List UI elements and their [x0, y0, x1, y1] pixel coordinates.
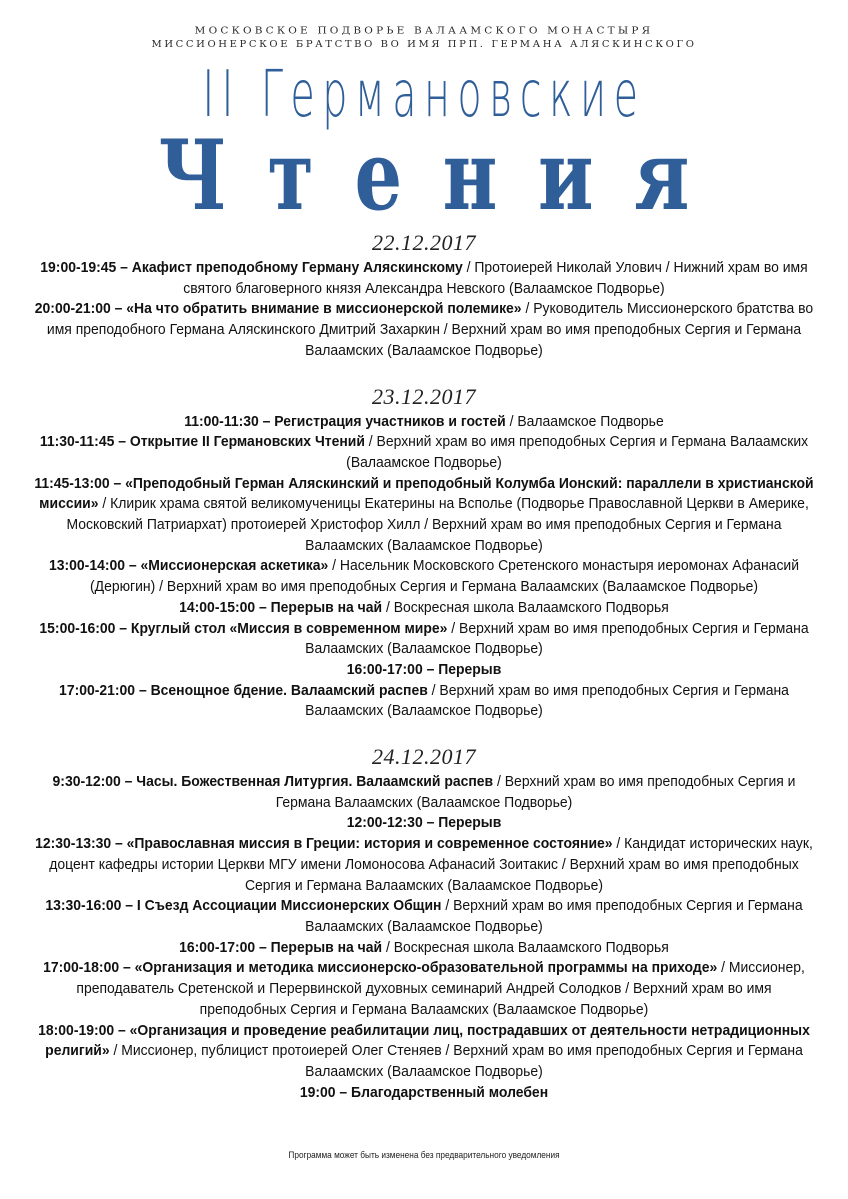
event-title: Круглый стол «Миссия в современном мире»: [130, 619, 448, 637]
event-details: / Верхний храм во имя преподобных Сергия и Германа Валаамских (Валаамское Подворье): [305, 681, 789, 720]
schedule-event: [33, 598, 814, 619]
day-date: 23.12.2017: [372, 383, 476, 409]
event-details: / Миссионер, публицист протоиерей Олег Стеняев / Верхний храм во имя преподобных Сергия и Германа Валаамских (Валаамское Подворье): [109, 1042, 803, 1080]
event-title: Акафист преподобному Герману Аляскинскому: [131, 259, 463, 276]
event-details: / Верхний храм во имя преподобных Сергия и Германа Валаамских (Валаамское Подворье): [305, 619, 809, 658]
schedule-event: [33, 1083, 814, 1104]
event-time: 13:30-16:00 –: [45, 897, 137, 915]
schedule-event: [33, 772, 814, 813]
event-time: 18:00-19:00 –: [38, 1021, 130, 1039]
event-time: 17:00-18:00 –: [43, 959, 135, 977]
event-title: Всенощное бдение. Валаамский распев: [150, 681, 428, 699]
event-time: 12:30-13:30 –: [35, 835, 127, 853]
event-details: / Воскресная школа Валаамского Подворья: [382, 938, 669, 956]
event-title-line-1: II Германовские: [202, 58, 646, 132]
schedule-event: [33, 556, 814, 597]
organizer-line-1: МОСКОВСКОЕ ПОДВОРЬЕ ВАЛААМСКОГО МОНАСТЫРЯ: [194, 25, 654, 37]
event-title: «Преподобный Герман Аляскинский и преподобный Колумба Ионский: параллели в христианской миссии»: [39, 474, 814, 513]
event-time: 12:00-12:30 –: [346, 814, 439, 832]
day-date: 22.12.2017: [372, 230, 476, 255]
disclaimer-note: Программа может быть изменена без предварительного уведомления: [288, 1150, 560, 1160]
event-title: Регистрация участников и гостей: [274, 412, 506, 430]
event-title: «Организация и методика миссионерско-образовательной программы на приходе»: [134, 959, 718, 977]
event-time: 17:00-21:00 –: [59, 681, 151, 699]
event-title: Перерыв на чай: [270, 598, 383, 616]
event-title: Открытие II Германовских Чтений: [129, 433, 365, 451]
event-time: 11:30-11:45 –: [39, 433, 130, 451]
schedule-event: [33, 681, 814, 722]
schedule-event: [33, 834, 814, 896]
event-details: / Руководитель Миссионерского братства во имя преподобного Германа Аляскинского Дмитрий Захаркин / Верхний храм во имя преподобных Сергия и Германа Валаамских (Валаамское Подворье): [46, 300, 814, 359]
event-details: / Миссионер, преподаватель Сретенской и Перервинской духовных семинарий Андрей Солодков / Верхний храм во имя преподобных Сергия и Германа Валаамских (Валаамское Подворье): [76, 959, 805, 1018]
event-time: 11:45-13:00 –: [34, 474, 126, 492]
event-time: 9:30-12:00 –: [52, 773, 137, 791]
event-title-line-2: Чтения: [158, 119, 730, 232]
event-details: / Кандидат исторических наук, доцент кафедры истории Церкви МГУ имени Ломоносова Афанасий Зоитакис / Верхний храм во имя преподобных Сергия и Германа Валаамских (Валаамское Подворье): [49, 835, 813, 894]
event-time: 11:00-11:30 –: [184, 412, 275, 430]
event-title: «Организация и проведение реабилитации лиц, пострадавших от деятельности нетрадиционных религий»: [45, 1021, 810, 1060]
event-title: Перерыв: [438, 660, 502, 678]
schedule-event: [33, 299, 814, 361]
schedule-event: [33, 1021, 814, 1083]
event-title: Перерыв на чай: [270, 938, 383, 956]
event-title: Благодарственный молебен: [351, 1083, 549, 1101]
event-details: / Верхний храм во имя преподобных Сергия и Германа Валаамских (Валаамское Подворье): [346, 433, 809, 471]
day-date: 24.12.2017: [372, 744, 476, 770]
schedule-event: [33, 938, 814, 959]
event-title: Перерыв: [438, 814, 502, 832]
event-details: / Насельник Московского Сретенского монастыря иеромонах Афанасий (Дерюгин) / Верхний храм во имя преподобных Сергия и Германа Валаамских (Валаамское Подворье): [89, 557, 800, 596]
organizer-line-2: МИССИОНЕРСКОЕ БРАТСТВО ВО ИМЯ ПРП. ГЕРМАНА АЛЯСКИНСКОГО: [151, 39, 697, 50]
schedule: [30, 228, 818, 1103]
event-details: / Клирик храма святой великомученицы Екатерины на Всполье (Подворье Православной Церкви в Америке, Московский Патриархат) протоиерей Христофор Хилл / Верхний храм во имя преподобных Сергия и Германа Валаамских (Валаамское Подворье): [66, 495, 809, 554]
event-time: 13:00-14:00 –: [48, 557, 141, 575]
schedule-event: [33, 896, 814, 937]
schedule-event: [33, 412, 814, 433]
event-title: «Православная миссия в Греции: история и современное состояние»: [126, 835, 613, 853]
event-details: / Верхний храм во имя преподобных Сергия и Германа Валаамских (Валаамское Подворье): [275, 773, 796, 811]
day-section: [30, 382, 818, 723]
event-title: «Миссионерская аскетика»: [140, 557, 329, 575]
schedule-event: [33, 258, 814, 299]
event-details: / Верхний храм во имя преподобных Сергия и Германа Валаамских (Валаамское Подворье): [305, 897, 803, 935]
event-time: 20:00-21:00 –: [34, 300, 127, 318]
event-details: / Протоиерей Николай Улович / Нижний храм во имя святого благоверного князя Александра Невского (Валаамское Подворье): [183, 259, 808, 297]
event-time: 14:00-15:00 –: [179, 598, 271, 616]
schedule-event: [33, 958, 814, 1020]
schedule-event: [33, 474, 814, 557]
event-details: / Валаамское Подворье: [505, 412, 664, 430]
event-time: 16:00-17:00 –: [346, 660, 439, 678]
schedule-event: [33, 813, 814, 834]
day-section: [30, 228, 818, 362]
event-title: «На что обратить внимание в миссионерской полемике»: [126, 300, 522, 318]
event-time: 19:00-19:45 –: [40, 259, 132, 276]
event-time: 16:00-17:00 –: [179, 938, 271, 956]
event-time: 15:00-16:00 –: [39, 619, 131, 637]
event-details: / Воскресная школа Валаамского Подворья: [382, 598, 669, 616]
event-title: I Съезд Ассоциации Миссионерских Общин: [136, 897, 442, 915]
schedule-event: [33, 432, 814, 473]
event-time: 19:00 –: [299, 1083, 352, 1101]
day-section: [30, 742, 818, 1103]
event-title: Часы. Божественная Литургия. Валаамский распев: [136, 773, 494, 791]
schedule-event: [33, 619, 814, 660]
schedule-event: [33, 660, 814, 681]
